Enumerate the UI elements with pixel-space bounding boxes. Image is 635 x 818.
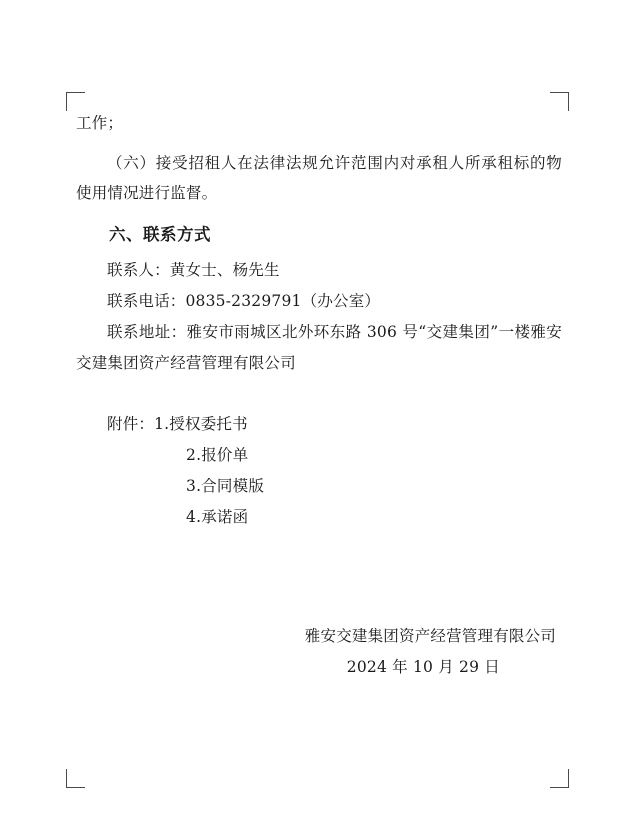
attachment-item-4: 4.承诺函	[186, 507, 249, 526]
signature-block	[76, 621, 562, 683]
section-heading-contact: 六、联系方式	[109, 224, 211, 244]
attachment-item-1: 附件：1.授权委托书	[107, 414, 248, 433]
attachments-block	[76, 409, 562, 533]
contact-address-line: 联系地址：雅安市雨城区北外环东路 306 号“交建集团”一楼雅安交建集团资产经营管理有限公司	[76, 322, 562, 372]
attachment-item-2: 2.报价单	[186, 445, 249, 464]
continuation-line: 工作；	[76, 114, 124, 132]
contact-person-line: 联系人：黄女士、杨先生	[107, 260, 280, 279]
attachment-item-3: 3.合同模版	[186, 476, 265, 495]
document-content	[76, 108, 562, 683]
signature-date: 2024 年 10 月 29 日	[346, 657, 500, 676]
contact-phone-line: 联系电话：0835-2329791（办公室）	[107, 291, 381, 310]
crop-mark-bottom-left	[66, 769, 85, 788]
crop-mark-bottom-right	[550, 769, 569, 788]
clause-six-paragraph: （六）接受招租人在法律法规允许范围内对承租人所承租标的物使用情况进行监督。	[76, 154, 562, 203]
signature-organization: 雅安交建集团资产经营管理有限公司	[304, 626, 556, 645]
